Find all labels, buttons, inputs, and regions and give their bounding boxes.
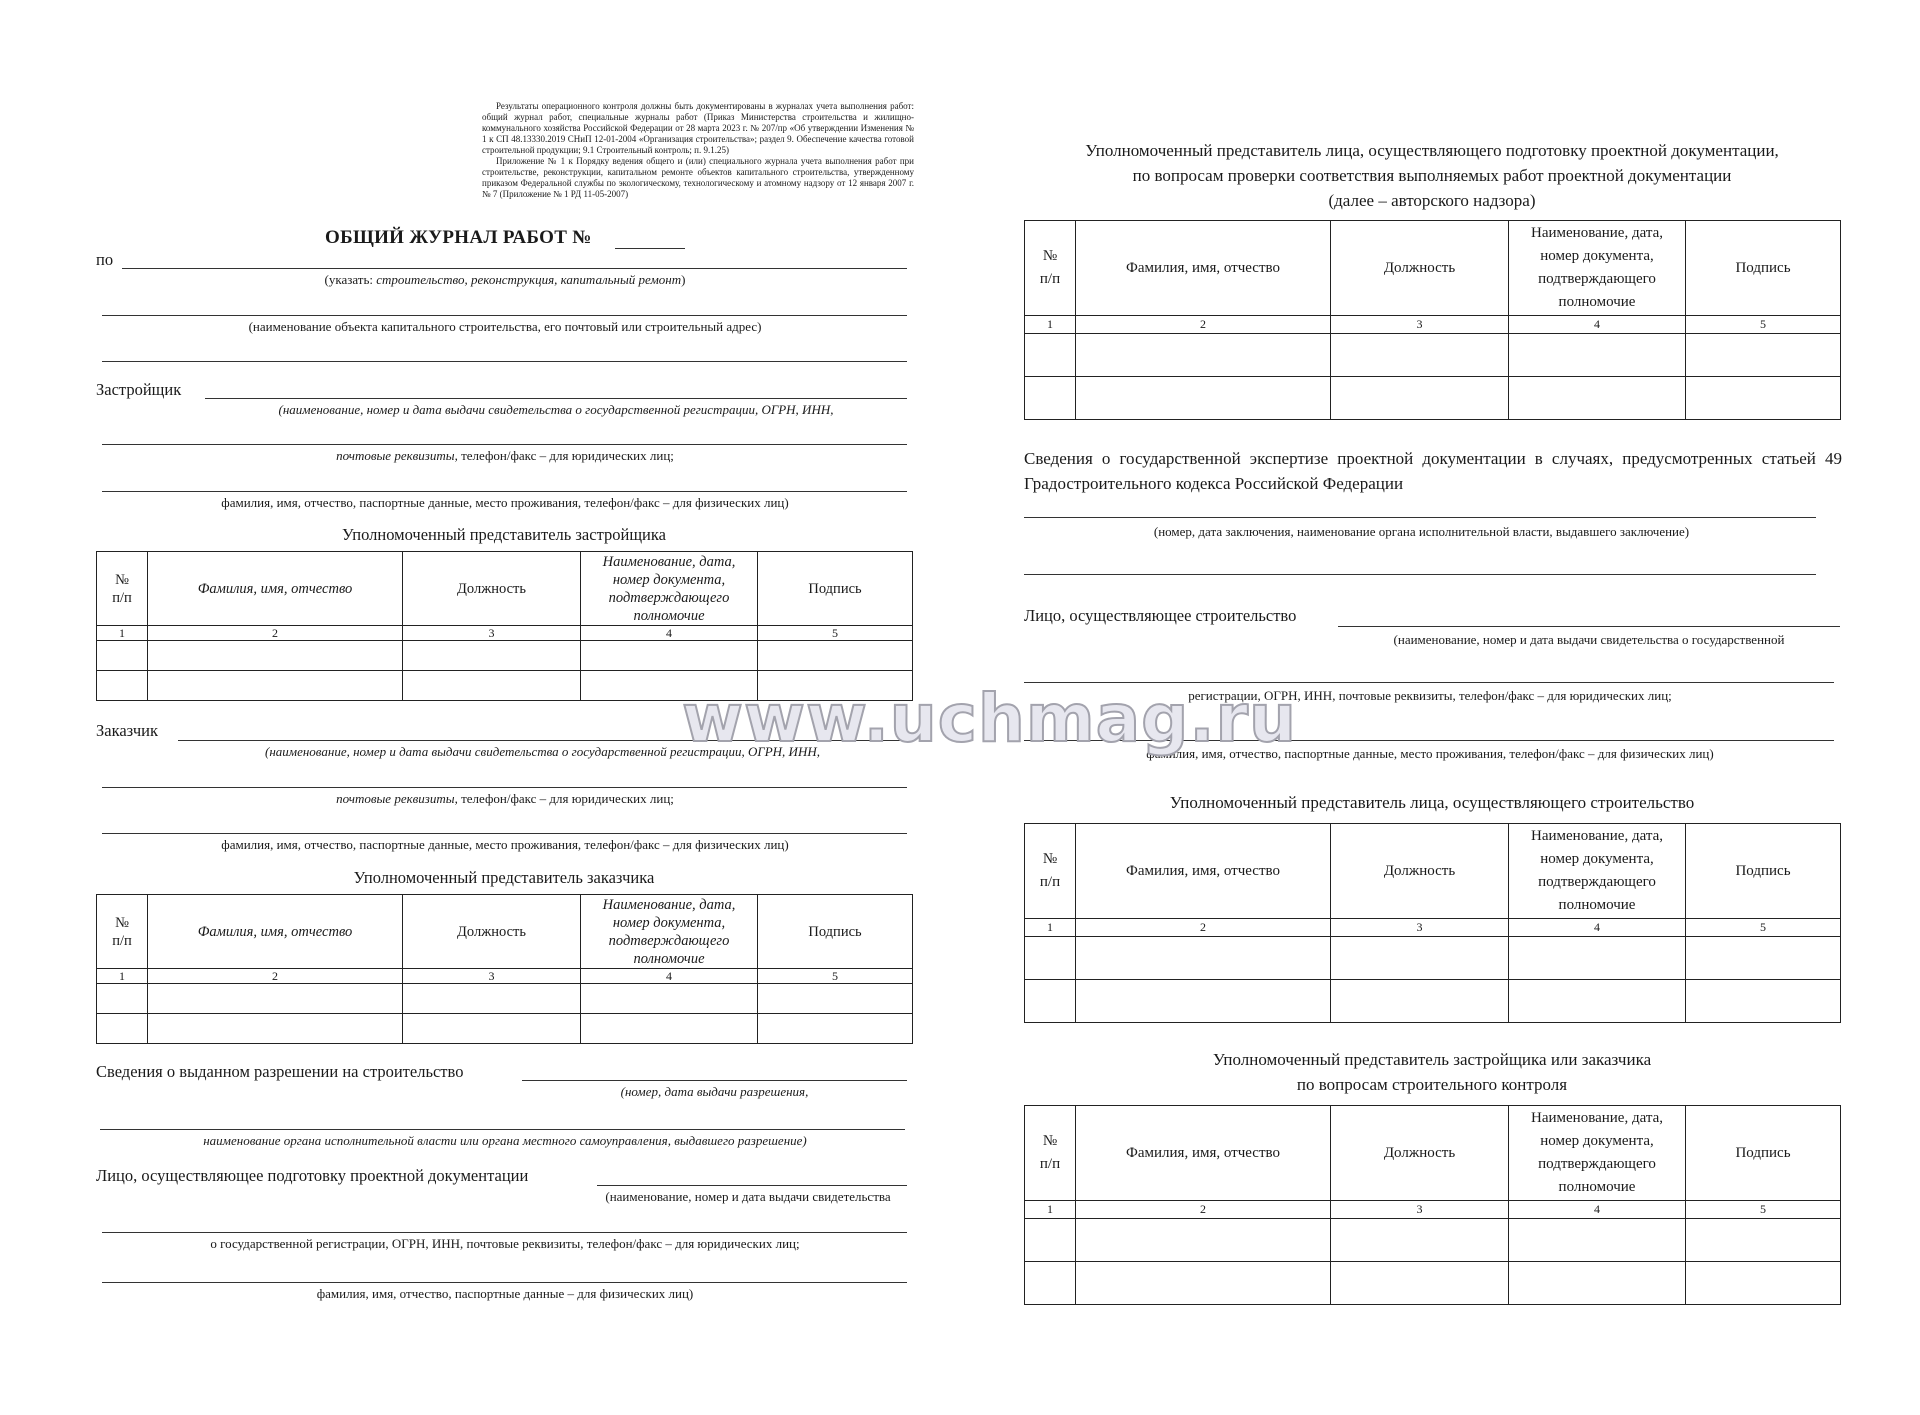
construction-control-heading: Уполномоченный представитель застройщика или заказчика по вопросам строительного контроля — [1212, 1050, 1652, 1094]
table-cell[interactable] — [1686, 980, 1841, 1023]
col-number-header: № п/п — [97, 552, 148, 626]
table-cell[interactable] — [1686, 1262, 1841, 1305]
designer-hint-3: фамилия, имя, отчество, паспортные данные – для физических лиц) — [316, 1286, 694, 1301]
col-signature-header: Подпись — [1686, 221, 1841, 316]
author-supervision-heading: Уполномоченный представитель лица, осуществляющего подготовку проектной документации, по вопросам проверки соответствия выполняемых работ проектной документации (далее – авторского надзора) — [1085, 141, 1779, 210]
po-hint: (указать: строительство, реконструкция, капитальный ремонт) — [324, 272, 686, 287]
col-index: 2 — [1076, 316, 1331, 334]
col-document-header: Наименование, дата, номер документа, подтверждающего полномочие — [1509, 221, 1686, 316]
table-cell[interactable] — [1509, 937, 1686, 980]
table-row — [1025, 334, 1841, 377]
col-signature-header: Подпись — [1686, 1106, 1841, 1201]
customer-hint-1: (наименование, номер и дата выдачи свидетельства о государственной регистрации, ОГРН, ИНН, — [265, 744, 820, 759]
col-number-header: № п/п — [1025, 1106, 1076, 1201]
table-cell[interactable] — [1331, 1219, 1509, 1262]
legal-note-paragraph: Приложение № 1 к Порядку ведения общего и (или) специального журнала учета выполнения работ при строительстве, реконструкции, капитальном ремонте объектов капитального строительства, утвержденному приказом Федеральной службы по экологическому, технологическому и атомному надзору от 12 января 2007 г. № 7 (Приложение № 1 РД 11-05-2007) — [482, 156, 914, 199]
developer-label: Застройщик — [96, 380, 182, 399]
permit-field-line[interactable] — [522, 1080, 907, 1081]
table-row — [1025, 1219, 1841, 1262]
col-fio-header: Фамилия, имя, отчество — [148, 895, 403, 969]
col-index: 4 — [1509, 316, 1686, 334]
table-cell[interactable] — [1509, 1219, 1686, 1262]
table-cell[interactable] — [1509, 980, 1686, 1023]
builder-representative-table — [1024, 823, 1841, 1023]
table-cell[interactable] — [1025, 1219, 1076, 1262]
table-cell[interactable] — [1331, 1262, 1509, 1305]
col-number-header: № п/п — [1025, 824, 1076, 919]
col-index: 2 — [1076, 1201, 1331, 1219]
table-cell[interactable] — [1509, 334, 1686, 377]
table-row — [1025, 1262, 1841, 1305]
table-cell[interactable] — [403, 641, 581, 671]
table-cell[interactable] — [1331, 377, 1509, 420]
table-cell[interactable] — [1331, 334, 1509, 377]
table-cell[interactable] — [403, 984, 581, 1014]
expertise-hint: (номер, дата заключения, наименование органа исполнительной власти, выдавшего заключение) — [1153, 524, 1690, 539]
developer-field-line[interactable] — [205, 398, 907, 399]
col-index: 3 — [1331, 316, 1509, 334]
col-fio-header: Фамилия, имя, отчество — [1076, 824, 1331, 919]
col-index: 2 — [1076, 919, 1331, 937]
table-row — [1025, 377, 1841, 420]
builder-hint-3: фамилия, имя, отчество, паспортные данные, место проживания, телефон/факс – для физических лиц) — [1146, 746, 1714, 761]
col-index: 4 — [1509, 1201, 1686, 1219]
col-signature-header: Подпись — [758, 552, 913, 626]
table-cell[interactable] — [1076, 377, 1331, 420]
object-field-line-2[interactable] — [102, 361, 907, 362]
table-cell[interactable] — [1025, 980, 1076, 1023]
designer-hint-1: (наименование, номер и дата выдачи свидетельства — [605, 1189, 891, 1204]
col-fio-header: Фамилия, имя, отчество — [1076, 221, 1331, 316]
developer-field-line-2[interactable] — [102, 444, 907, 445]
designer-field-line[interactable] — [597, 1185, 907, 1186]
permit-label: Сведения о выданном разрешении на строительство — [96, 1062, 464, 1081]
table-cell[interactable] — [148, 641, 403, 671]
table-cell[interactable] — [1686, 334, 1841, 377]
table-cell[interactable] — [758, 1014, 913, 1044]
table-row — [97, 984, 913, 1014]
col-number-header: № п/п — [1025, 221, 1076, 316]
table-cell[interactable] — [148, 1014, 403, 1044]
table-cell[interactable] — [97, 984, 148, 1014]
table-cell[interactable] — [581, 984, 758, 1014]
designer-hint-2: о государственной регистрации, ОГРН, ИНН, почтовые реквизиты, телефон/факс – для юридических лиц; — [210, 1236, 800, 1251]
col-index: 5 — [1686, 316, 1841, 334]
col-document-header: Наименование, дата, номер документа, подтверждающего полномочие — [581, 895, 758, 969]
legal-note — [482, 101, 914, 200]
col-index: 2 — [148, 969, 403, 984]
col-index: 5 — [758, 969, 913, 984]
col-index: 1 — [1025, 316, 1076, 334]
col-position-header: Должность — [1331, 1106, 1509, 1201]
customer-field-line-2[interactable] — [102, 787, 907, 788]
watermark: www.uchmag.ru — [682, 680, 1298, 757]
object-field-line[interactable] — [102, 315, 907, 316]
table-cell[interactable] — [758, 984, 913, 1014]
builder-representative-heading: Уполномоченный представитель лица, осуществляющего строительство — [1169, 793, 1695, 812]
col-index: 2 — [148, 626, 403, 641]
table-cell[interactable] — [403, 671, 581, 701]
col-index: 4 — [581, 626, 758, 641]
table-cell[interactable] — [97, 671, 148, 701]
document-title: ОБЩИЙ ЖУРНАЛ РАБОТ № — [325, 227, 592, 248]
permit-hint-1: (номер, дата выдачи разрешения, — [620, 1084, 809, 1099]
table-cell[interactable] — [1509, 1262, 1686, 1305]
table-cell[interactable] — [97, 641, 148, 671]
col-fio-header: Фамилия, имя, отчество — [148, 552, 403, 626]
table-cell[interactable] — [581, 1014, 758, 1044]
col-index: 5 — [758, 626, 913, 641]
table-cell[interactable] — [403, 1014, 581, 1044]
table-cell[interactable] — [1025, 937, 1076, 980]
object-hint: (наименование объекта капитального строительства, его почтовый или строительный адрес) — [248, 319, 762, 334]
col-number-header: № п/п — [97, 895, 148, 969]
table-cell[interactable] — [1025, 377, 1076, 420]
col-position-header: Должность — [1331, 824, 1509, 919]
col-index: 3 — [1331, 919, 1509, 937]
table-row — [97, 641, 913, 671]
table-cell[interactable] — [1076, 937, 1331, 980]
table-cell[interactable] — [1331, 937, 1509, 980]
builder-hint-1: (наименование, номер и дата выдачи свидетельства о государственной — [1393, 632, 1785, 647]
col-index: 1 — [97, 969, 148, 984]
col-index: 5 — [1686, 1201, 1841, 1219]
col-document-header: Наименование, дата, номер документа, подтверждающего полномочие — [1509, 1106, 1686, 1201]
table-cell[interactable] — [1686, 937, 1841, 980]
table-cell[interactable] — [1076, 1219, 1331, 1262]
expertise-field-line[interactable] — [1024, 517, 1816, 518]
table-cell[interactable] — [1686, 377, 1841, 420]
po-label: по — [96, 250, 114, 269]
expertise-text: Сведения о государственной экспертизе проектной документации в случаях, предусмотренных статьей 49 Градостроительного кодекса Российской Федерации — [1024, 449, 1842, 493]
customer-representative-heading: Уполномоченный представитель заказчика — [353, 868, 655, 887]
developer-representative-heading: Уполномоченный представитель застройщика — [342, 525, 666, 544]
col-fio-header: Фамилия, имя, отчество — [1076, 1106, 1331, 1201]
col-index: 4 — [1509, 919, 1686, 937]
col-document-header: Наименование, дата, номер документа, подтверждающего полномочие — [1509, 824, 1686, 919]
table-row — [1025, 937, 1841, 980]
table-row — [1025, 980, 1841, 1023]
builder-field-line[interactable] — [1338, 626, 1840, 627]
col-document-header: Наименование, дата, номер документа, подтверждающего полномочие — [581, 552, 758, 626]
designer-label: Лицо, осуществляющее подготовку проектной документации — [96, 1166, 529, 1185]
col-index: 1 — [97, 626, 148, 641]
po-field-line[interactable] — [122, 268, 907, 269]
developer-hint-1: (наименование, номер и дата выдачи свидетельства о государственной регистрации, ОГРН, ИНН, — [278, 402, 834, 417]
builder-label: Лицо, осуществляющее строительство — [1024, 606, 1297, 625]
col-position-header: Должность — [1331, 221, 1509, 316]
table-cell[interactable] — [1025, 1262, 1076, 1305]
permit-hint-2: наименование органа исполнительной власти или органа местного самоуправления, выдавшего разрешение) — [203, 1133, 807, 1148]
customer-hint-3: фамилия, имя, отчество, паспортные данные, место проживания, телефон/факс – для физических лиц) — [221, 837, 789, 852]
table-cell[interactable] — [1076, 980, 1331, 1023]
customer-label: Заказчик — [96, 721, 159, 740]
developer-hint-3: фамилия, имя, отчество, паспортные данные, место проживания, телефон/факс – для физических лиц) — [221, 495, 789, 510]
permit-field-line-2[interactable] — [100, 1129, 905, 1130]
col-index: 1 — [1025, 919, 1076, 937]
table-cell[interactable] — [97, 1014, 148, 1044]
table-cell[interactable] — [148, 671, 403, 701]
designer-field-line-2[interactable] — [102, 1232, 907, 1233]
col-index: 4 — [581, 969, 758, 984]
table-cell[interactable] — [148, 984, 403, 1014]
table-cell[interactable] — [758, 641, 913, 671]
table-cell[interactable] — [581, 641, 758, 671]
col-index: 3 — [1331, 1201, 1509, 1219]
legal-note-paragraph: Результаты операционного контроля должны быть документированы в журналах учета выполнения работ: общий журнал работ, специальные журналы работ (Приказ Министерства строительства и жилищно-коммунального хозяйства Российской Федерации от 28 марта 2023 г. № 207/пр «Об утверждении Изменения № 1 к СП 48.13330.2019 СНиП 12-01-2004 «Организация строительства»; раздел 9. Обеспечение качества готовой строительной продукции; 9.1 Строительный контроль; п. 9.1.25) — [482, 101, 914, 155]
table-cell[interactable] — [1331, 980, 1509, 1023]
col-index: 5 — [1686, 919, 1841, 937]
expertise-field-line-2[interactable] — [1024, 574, 1816, 575]
table-cell[interactable] — [1686, 1219, 1841, 1262]
table-cell[interactable] — [1076, 334, 1331, 377]
construction-control-table — [1024, 1105, 1841, 1305]
developer-field-line-3[interactable] — [102, 491, 907, 492]
journal-number-line[interactable] — [615, 248, 685, 249]
developer-hint-2: почтовые реквизиты, телефон/факс – для юридических лиц; — [336, 448, 674, 463]
customer-field-line-3[interactable] — [102, 833, 907, 834]
col-index: 3 — [403, 969, 581, 984]
col-index: 1 — [1025, 1201, 1076, 1219]
author-supervision-table — [1024, 220, 1841, 420]
table-cell[interactable] — [1509, 377, 1686, 420]
col-index: 3 — [403, 626, 581, 641]
table-row — [97, 1014, 913, 1044]
customer-hint-2: почтовые реквизиты, телефон/факс – для юридических лиц; — [336, 791, 674, 806]
builder-hint-2: регистрации, ОГРН, ИНН, почтовые реквизиты, телефон/факс – для юридических лиц; — [1188, 688, 1672, 703]
col-position-header: Должность — [403, 552, 581, 626]
col-position-header: Должность — [403, 895, 581, 969]
customer-representative-table — [96, 894, 913, 1044]
designer-field-line-3[interactable] — [102, 1282, 907, 1283]
col-signature-header: Подпись — [758, 895, 913, 969]
developer-representative-table — [96, 551, 913, 701]
table-cell[interactable] — [1025, 334, 1076, 377]
table-cell[interactable] — [1076, 1262, 1331, 1305]
col-signature-header: Подпись — [1686, 824, 1841, 919]
